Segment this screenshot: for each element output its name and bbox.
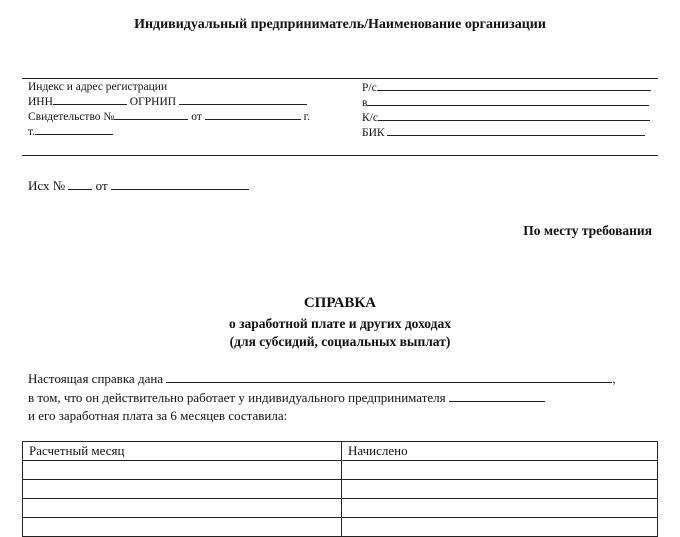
corr-account-label: К/с: [362, 112, 378, 124]
certificate-row: [28, 109, 310, 124]
organization-header: Индивидуальный предприниматель/Наименование организации: [134, 17, 546, 32]
ogrnip-label: ОГРНИП: [129, 96, 177, 108]
phone-field[interactable]: [35, 124, 113, 135]
accrued-cell[interactable]: [342, 499, 658, 518]
ogrnip-field[interactable]: [179, 94, 307, 105]
month-cell[interactable]: [23, 518, 342, 537]
column-header-accrued: Начислено: [342, 442, 658, 461]
outgoing-number-row: [28, 178, 249, 194]
comma: ,: [612, 371, 616, 386]
issued-to-label: Настоящая справка дана: [28, 371, 164, 386]
month-cell[interactable]: [23, 461, 342, 480]
bik-field[interactable]: [387, 125, 645, 136]
phone-row: [28, 124, 310, 139]
addressee: По месту требования: [523, 223, 652, 238]
outgoing-date-field[interactable]: [111, 179, 249, 190]
account-row: [362, 80, 651, 95]
certificate-label: Свидетельство №: [28, 111, 115, 123]
certificate-number-field[interactable]: [114, 109, 188, 120]
requisites-right: [362, 80, 651, 140]
table-row: [23, 499, 658, 518]
entrepreneur-name-field[interactable]: [449, 391, 545, 402]
body-line-2: [28, 390, 545, 406]
phone-label: т.: [28, 126, 36, 138]
table-row: [23, 480, 658, 499]
bik-row: [362, 125, 651, 140]
document-subtitle-1: о заработной плате и других доходах: [228, 316, 452, 331]
corr-account-field[interactable]: [378, 110, 650, 121]
bank-label: в: [362, 97, 368, 109]
outgoing-number-label: Исх №: [28, 178, 66, 193]
table-row: [23, 518, 658, 537]
address-label: Индекс и адрес регистрации: [28, 81, 168, 93]
requisites-top-divider: [22, 78, 658, 79]
accrued-cell[interactable]: [342, 480, 658, 499]
year-suffix: г.: [303, 111, 310, 123]
employee-name-field[interactable]: [166, 372, 612, 383]
certificate-from-label: от: [191, 111, 202, 123]
certificate-date-field[interactable]: [205, 109, 301, 120]
employment-statement: в том, что он действительно работает у индивидуального предпринимателя: [28, 390, 446, 405]
requisites-left: [28, 80, 310, 139]
inn-ogrnip-row: [28, 94, 310, 109]
accrued-cell[interactable]: [342, 518, 658, 537]
month-cell[interactable]: [23, 499, 342, 518]
month-cell[interactable]: [23, 480, 342, 499]
bank-field[interactable]: [367, 95, 649, 106]
inn-field[interactable]: [53, 94, 127, 105]
body-line-1: [28, 371, 616, 387]
bank-row: [362, 95, 651, 110]
outgoing-number-field[interactable]: [68, 179, 92, 190]
corr-account-row: [362, 110, 651, 125]
table-header-row: [23, 442, 658, 461]
column-header-month: Расчетный месяц: [23, 442, 342, 461]
bik-label: БИК: [362, 127, 385, 139]
account-field[interactable]: [377, 80, 651, 91]
document-subtitle-2: (для субсидий, социальных выплат): [229, 334, 451, 349]
requisites-bottom-divider: [22, 155, 658, 156]
accrued-cell[interactable]: [342, 461, 658, 480]
document-title: СПРАВКА: [303, 295, 377, 311]
outgoing-from-label: от: [95, 178, 108, 193]
account-label: Р/с: [362, 82, 377, 94]
body-line-3: и его заработная плата за 6 месяцев составила:: [28, 408, 288, 423]
income-table: [22, 441, 658, 537]
inn-label: ИНН: [28, 96, 53, 108]
table-row: [23, 461, 658, 480]
